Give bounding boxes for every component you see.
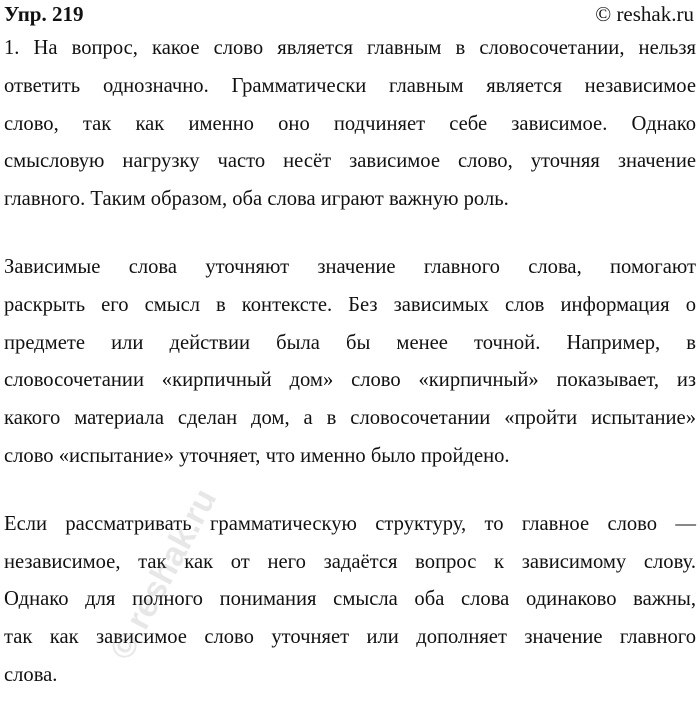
text-line: Если рассматривать грамматическую структуру, то главное слово —	[4, 512, 696, 535]
text-line: независимое, так как от него задаётся вопрос к зависимому слову.	[4, 550, 696, 573]
text-line: Однако для полного понимания смысла оба слова одинаково важны,	[4, 588, 696, 611]
text-line: какого материала сделан дом, а в словосочетании «пройти испытание»	[4, 407, 696, 430]
text-line: словосочетании «кирпичный дом» слово «кирпичный» показывает, из	[4, 369, 696, 392]
watermark: © reshak.ru	[102, 482, 225, 667]
text-line: Зависимые слова уточняют значение главного слова, помогают	[4, 255, 696, 278]
text-line: ответить однозначно. Грамматически главным является независимое	[4, 74, 696, 97]
page-header	[4, 0, 694, 28]
text-line: слово «испытание» уточняет, что именно было пройдено.	[4, 444, 510, 467]
exercise-number: Упр. 219	[4, 2, 84, 26]
text-line: предмете или действии была бы менее точной. Например, в	[4, 331, 696, 354]
paragraph-1	[4, 30, 696, 219]
source-credit: © reshak.ru	[595, 2, 694, 26]
text-line: главного. Таким образом, оба слова играют важную роль.	[4, 188, 509, 211]
text-line: 1. На вопрос, какое слово является главным в словосочетании, нельзя	[4, 37, 696, 59]
text-line: слова.	[4, 663, 58, 686]
paragraph-3	[4, 506, 696, 695]
paragraph-2	[4, 249, 696, 476]
text-line: раскрыть его смысл в контексте. Без зависимых слов информация о	[4, 293, 696, 316]
text-line: слово, так как именно оно подчиняет себе зависимое. Однако	[4, 112, 696, 135]
answer-text	[4, 30, 696, 725]
text-line: смысловую нагрузку часто несёт зависимое слово, уточняя значение	[4, 150, 696, 173]
text-line: так как зависимое слово уточняет или дополняет значение главного	[4, 626, 696, 649]
